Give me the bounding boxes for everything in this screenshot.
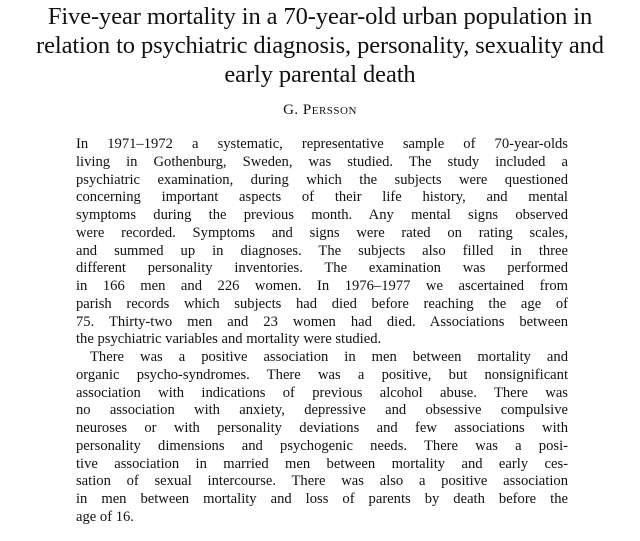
- paper-title: [0, 2, 640, 89]
- text-line: There was a positive association in men between mortality and: [90, 349, 568, 365]
- text-line: and summed up in diagnoses. The subjects also filled in three: [76, 242, 568, 259]
- abstract: [76, 136, 568, 527]
- text-line: no association with anxiety, depressive and obsessive compulsive: [76, 402, 568, 419]
- text-line: organic psycho-syndromes. There was a positive, but nonsignificant: [76, 366, 568, 383]
- text-line: sation of sexual intercourse. There was also a positive association: [76, 473, 568, 490]
- abstract-paragraph-2: [76, 349, 568, 527]
- text-line: symptoms during the previous month. Any mental signs observed: [76, 207, 568, 223]
- title-line: early parental death: [224, 61, 416, 88]
- text-line: In 1971–1972 a systematic, representative sample of 70-year-olds: [76, 136, 568, 152]
- text-line: concerning important aspects of their life history, and mental: [76, 189, 568, 206]
- text-line: 75. Thirty-two men and 23 women had died. Associations between: [76, 313, 568, 330]
- text-line: association with indications of previous alcohol abuse. There was: [76, 384, 568, 401]
- text-line: neuroses or with personality deviations and few associations with: [76, 420, 568, 436]
- text-line: in 166 men and 226 women. In 1976–1977 we ascertained from: [76, 278, 568, 294]
- text-line: psychiatric examination, during which the subjects were questioned: [76, 171, 568, 188]
- title-line: relation to psychiatric diagnosis, personality, sexuality and: [36, 32, 604, 59]
- title-line: Five-year mortality in a 70-year-old urban population in: [47, 3, 593, 30]
- text-line: different personality inventories. The examination was performed: [76, 260, 568, 277]
- text-line: living in Gothenburg, Sweden, was studied. The study included a: [76, 153, 568, 170]
- text-line: in men between mortality and loss of parents by death before the: [76, 491, 568, 507]
- text-line: the psychiatric variables and mortality were studied.: [76, 331, 382, 348]
- text-line: tive association in married men between mortality and early ces-: [76, 455, 568, 472]
- abstract-paragraph-1: [76, 136, 568, 349]
- text-line: parish records which subjects had died before reaching the age of: [76, 295, 568, 312]
- text-line: were recorded. Symptoms and signs were rated on rating scales,: [76, 224, 568, 241]
- text-line: age of 16.: [76, 508, 134, 525]
- author-name: G. Persson: [283, 102, 357, 118]
- text-line: personality dimensions and psychogenic needs. There was a posi-: [76, 437, 568, 454]
